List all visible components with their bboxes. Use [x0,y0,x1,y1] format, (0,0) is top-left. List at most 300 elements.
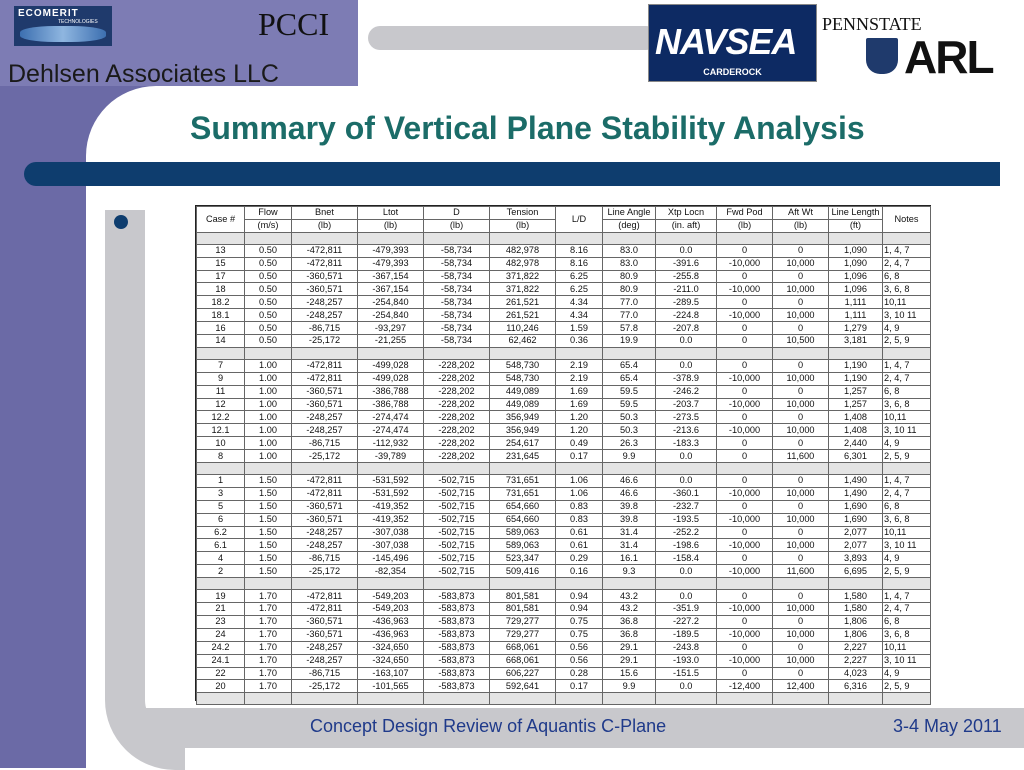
spacer-cell [358,578,424,590]
table-cell: 10,000 [773,283,829,296]
table-cell: 31.4 [603,526,656,539]
notes-cell: 3, 6, 8 [883,398,931,411]
table-cell: 1.70 [245,680,292,693]
table-cell: 0.0 [656,590,717,603]
table-cell: -307,038 [358,526,424,539]
table-cell: 1.06 [556,475,603,488]
spacer-cell [717,232,773,244]
table-cell: -360,571 [292,283,358,296]
table-cell: 654,660 [490,513,556,526]
table-row [197,654,931,667]
table-cell: 24 [197,628,245,641]
table-cell: 0 [773,552,829,565]
table-cell: 0.56 [556,641,603,654]
table-row [197,309,931,322]
table-cell: 36.8 [603,628,656,641]
table-cell: 9 [197,372,245,385]
table-cell: 8 [197,450,245,463]
spacer-cell [292,232,358,244]
spacer-cell [773,232,829,244]
table-cell: 14 [197,335,245,348]
table-cell: -502,715 [424,552,490,565]
table-cell: -10,000 [717,424,773,437]
spacer-cell [358,347,424,359]
table-cell: -151.5 [656,667,717,680]
spacer-cell [424,347,490,359]
page-title: Summary of Vertical Plane Stability Analysis [190,110,865,146]
spacer-cell [245,578,292,590]
table-cell: -386,788 [358,398,424,411]
column-unit: (m/s) [245,219,292,232]
spacer-cell [603,232,656,244]
notes-cell: 3, 10 11 [883,539,931,552]
table-cell: 0.61 [556,526,603,539]
table-cell: -436,963 [358,615,424,628]
spacer-cell [556,463,603,475]
table-cell: 16 [197,322,245,335]
table-cell: 31.4 [603,539,656,552]
table-cell: 0 [773,437,829,450]
table-cell: 10,000 [773,424,829,437]
table-cell: -227.2 [656,615,717,628]
table-cell: -274,474 [358,411,424,424]
table-cell: 0 [717,335,773,348]
spacer-row [197,347,931,359]
spacer-cell [424,232,490,244]
table-row [197,270,931,283]
table-cell: -248,257 [292,296,358,309]
table-cell: 1,111 [829,309,883,322]
spacer-cell [883,693,931,705]
table-cell: 0.50 [245,257,292,270]
table-row [197,628,931,641]
spacer-cell [717,463,773,475]
table-cell: -583,873 [424,654,490,667]
table-cell: 0.94 [556,590,603,603]
table-cell: 59.5 [603,385,656,398]
table-cell: 65.4 [603,372,656,385]
table-cell: 1.50 [245,565,292,578]
table-cell: 0 [773,641,829,654]
table-cell: 18 [197,283,245,296]
notes-cell: 2, 5, 9 [883,450,931,463]
spacer-cell [883,347,931,359]
notes-cell: 10,11 [883,641,931,654]
spacer-cell [358,693,424,705]
notes-cell: 1, 4, 7 [883,590,931,603]
spacer-cell [603,693,656,705]
spacer-cell [292,463,358,475]
table-cell: -10,000 [717,309,773,322]
table-cell: 0.16 [556,565,603,578]
table-cell: -502,715 [424,487,490,500]
table-cell: 0 [717,359,773,372]
table-cell: -324,650 [358,654,424,667]
table-cell: 1,279 [829,322,883,335]
table-cell: 0 [717,244,773,257]
table-cell: -10,000 [717,487,773,500]
table-cell: -360,571 [292,398,358,411]
table-cell: 1.00 [245,450,292,463]
table-cell: -360,571 [292,500,358,513]
table-row [197,411,931,424]
table-cell: 0.50 [245,296,292,309]
column-unit: (lb) [773,219,829,232]
table-row [197,424,931,437]
table-cell: -479,393 [358,257,424,270]
table-cell: 0 [717,385,773,398]
table-cell: 18.2 [197,296,245,309]
table-cell: -58,734 [424,335,490,348]
table-cell: 509,416 [490,565,556,578]
shield-icon [866,38,898,74]
table-cell: 1,190 [829,372,883,385]
table-row [197,322,931,335]
table-row [197,244,931,257]
spacer-cell [556,347,603,359]
table-cell: -360.1 [656,487,717,500]
table-cell: 83.0 [603,244,656,257]
table-cell: 4,023 [829,667,883,680]
table-cell: 1,408 [829,411,883,424]
column-unit: (lb) [717,219,773,232]
table-cell: 0 [773,590,829,603]
ecomerit-logo [14,6,112,46]
notes-cell: 1, 4, 7 [883,475,931,488]
table-cell: -58,734 [424,244,490,257]
table-row [197,641,931,654]
table-cell: 1.00 [245,437,292,450]
table-cell: -25,172 [292,335,358,348]
table-cell: -386,788 [358,385,424,398]
table-cell: 1.00 [245,385,292,398]
table-cell: 17 [197,270,245,283]
table-cell: 10,000 [773,487,829,500]
table-cell: -228,202 [424,385,490,398]
table-cell: 606,227 [490,667,556,680]
table-cell: -583,873 [424,590,490,603]
notes-cell: 4, 9 [883,552,931,565]
table-cell: 1,490 [829,475,883,488]
spacer-cell [829,578,883,590]
table-cell: -228,202 [424,372,490,385]
table-cell: -58,734 [424,257,490,270]
table-cell: 801,581 [490,603,556,616]
table-cell: -248,257 [292,309,358,322]
table-cell: -367,154 [358,283,424,296]
table-cell: -58,734 [424,270,490,283]
table-cell: 29.1 [603,641,656,654]
table-cell: 0.17 [556,680,603,693]
notes-cell: 3, 6, 8 [883,513,931,526]
column-header: Aft Wt [773,207,829,220]
table-cell: 1,096 [829,270,883,283]
table-cell: -583,873 [424,680,490,693]
spacer-cell [490,693,556,705]
table-cell: 26.3 [603,437,656,450]
table-cell: 4.34 [556,309,603,322]
column-header: Flow [245,207,292,220]
table-cell: -499,028 [358,359,424,372]
table-cell: 0 [717,615,773,628]
table-cell: 356,949 [490,411,556,424]
spacer-cell [656,347,717,359]
table-cell: -360,571 [292,385,358,398]
table-cell: -502,715 [424,565,490,578]
table-cell: 668,061 [490,641,556,654]
column-header: Case # [197,207,245,233]
table-cell: 2,227 [829,641,883,654]
table-cell: 0.0 [656,335,717,348]
spacer-cell [245,693,292,705]
table-cell: 0 [717,411,773,424]
table-cell: -145,496 [358,552,424,565]
table-row [197,603,931,616]
table-cell: 0 [717,296,773,309]
table-cell: -472,811 [292,590,358,603]
table-cell: 1,408 [829,424,883,437]
table-cell: 1,257 [829,398,883,411]
notes-cell: 6, 8 [883,615,931,628]
column-unit: (deg) [603,219,656,232]
spacer-cell [773,347,829,359]
table-cell: 9.9 [603,680,656,693]
notes-cell: 6, 8 [883,500,931,513]
table-cell: 15 [197,257,245,270]
table-cell: 1 [197,475,245,488]
table-cell: 6.25 [556,270,603,283]
table-cell: 1.70 [245,641,292,654]
table-cell: -502,715 [424,475,490,488]
table-cell: -211.0 [656,283,717,296]
table-cell: 1.70 [245,590,292,603]
spacer-cell [773,578,829,590]
table-row [197,335,931,348]
table-cell: 6.2 [197,526,245,539]
spacer-cell [656,693,717,705]
table-cell: -183.3 [656,437,717,450]
table-cell: 0 [773,270,829,283]
table-cell: -189.5 [656,628,717,641]
table-cell: -10,000 [717,372,773,385]
table-cell: -307,038 [358,539,424,552]
table-row [197,590,931,603]
table-cell: -232.7 [656,500,717,513]
table-cell: 1.50 [245,539,292,552]
notes-cell: 2, 4, 7 [883,257,931,270]
table-cell: 0 [773,385,829,398]
table-cell: 0 [717,552,773,565]
table-cell: -472,811 [292,487,358,500]
table-cell: -360,571 [292,628,358,641]
table-cell: 1,096 [829,283,883,296]
table-cell: 0.83 [556,500,603,513]
table-cell: 19.9 [603,335,656,348]
table-cell: 1.00 [245,359,292,372]
notes-cell: 10,11 [883,411,931,424]
navsea-logo [648,4,817,82]
table-cell: -10,000 [717,283,773,296]
table-cell: 4 [197,552,245,565]
table-cell: 1.06 [556,487,603,500]
table-cell: -58,734 [424,296,490,309]
table-cell: 24.2 [197,641,245,654]
table-cell: 0.0 [656,475,717,488]
table-cell: 15.6 [603,667,656,680]
table-cell: -10,000 [717,398,773,411]
table-cell: -472,811 [292,372,358,385]
table-cell: 1,090 [829,244,883,257]
table-cell: -531,592 [358,487,424,500]
table-cell: 43.2 [603,590,656,603]
table-row [197,385,931,398]
table-cell: 654,660 [490,500,556,513]
table-cell: 59.5 [603,398,656,411]
table-cell: 548,730 [490,359,556,372]
table-cell: 21 [197,603,245,616]
table-cell: -10,000 [717,603,773,616]
table-cell: 261,521 [490,309,556,322]
table-cell: 0 [773,475,829,488]
table-cell: -360,571 [292,270,358,283]
table-row [197,398,931,411]
spacer-cell [490,347,556,359]
notes-cell: 3, 6, 8 [883,628,931,641]
table-row [197,615,931,628]
table-cell: 1.00 [245,398,292,411]
table-cell: 0.28 [556,667,603,680]
notes-cell: 6, 8 [883,270,931,283]
notes-cell: 6, 8 [883,385,931,398]
spacer-row [197,232,931,244]
table-cell: -246.2 [656,385,717,398]
table-cell: 4.34 [556,296,603,309]
pennstate-logo: PENNSTATE [822,14,922,34]
table-cell: -583,873 [424,628,490,641]
table-cell: 1,090 [829,257,883,270]
table-cell: -93,297 [358,322,424,335]
table-cell: 46.6 [603,475,656,488]
spacer-cell [603,347,656,359]
column-unit: (lb) [424,219,490,232]
table-cell: -252.2 [656,526,717,539]
table-cell: 0 [717,322,773,335]
table-cell: -158.4 [656,552,717,565]
table-cell: 0.29 [556,552,603,565]
notes-cell: 2, 4, 7 [883,487,931,500]
table-cell: 57.8 [603,322,656,335]
spacer-cell [883,232,931,244]
table-cell: 1,190 [829,359,883,372]
table-cell: -419,352 [358,500,424,513]
column-unit: (in. aft) [656,219,717,232]
table-cell: 10 [197,437,245,450]
table-cell: 0.61 [556,539,603,552]
table-cell: -213.6 [656,424,717,437]
table-cell: 10,000 [773,372,829,385]
column-header: L/D [556,207,603,233]
table-cell: -193.0 [656,654,717,667]
spacer-cell [556,232,603,244]
column-header: Bnet [292,207,358,220]
table-cell: 0 [773,667,829,680]
table-row [197,450,931,463]
spacer-cell [424,578,490,590]
table-cell: 80.9 [603,283,656,296]
table-cell: 2,077 [829,526,883,539]
spacer-cell [358,463,424,475]
table-cell: 77.0 [603,309,656,322]
spacer-cell [424,693,490,705]
table-cell: 0.50 [245,335,292,348]
table-cell: 8.16 [556,244,603,257]
table-cell: -531,592 [358,475,424,488]
column-header: Xtp Locn [656,207,717,220]
table-cell: 1.20 [556,411,603,424]
table-cell: -10,000 [717,513,773,526]
table-cell: 523,347 [490,552,556,565]
table-cell: 0.50 [245,283,292,296]
spacer-cell [245,347,292,359]
table-cell: 10,000 [773,654,829,667]
table-cell: -10,000 [717,654,773,667]
table-cell: 1,580 [829,603,883,616]
spacer-cell [603,578,656,590]
column-unit: (ft) [829,219,883,232]
table-cell: 548,730 [490,372,556,385]
notes-cell: 2, 5, 9 [883,335,931,348]
spacer-cell [883,578,931,590]
table-cell: -112,932 [358,437,424,450]
table-cell: 0.83 [556,513,603,526]
notes-cell: 3, 6, 8 [883,283,931,296]
table-cell: 6,316 [829,680,883,693]
table-cell: -228,202 [424,398,490,411]
table-cell: -499,028 [358,372,424,385]
table-cell: 0.0 [656,450,717,463]
table-cell: 11,600 [773,450,829,463]
table-cell: -502,715 [424,500,490,513]
notes-cell: 4, 9 [883,667,931,680]
table-cell: -21,255 [358,335,424,348]
decorative-gray-arc [105,210,185,770]
table-cell: -248,257 [292,539,358,552]
column-header: D [424,207,490,220]
table-cell: -583,873 [424,615,490,628]
table-cell: -10,000 [717,628,773,641]
table-cell: 5 [197,500,245,513]
table-cell: -472,811 [292,475,358,488]
table-cell: 20 [197,680,245,693]
table-cell: -58,734 [424,283,490,296]
table-cell: 2.19 [556,372,603,385]
table-cell: -502,715 [424,513,490,526]
table-cell: 0 [773,615,829,628]
table-cell: -243.8 [656,641,717,654]
table-cell: 80.9 [603,270,656,283]
table-cell: 3 [197,487,245,500]
spacer-cell [773,693,829,705]
table-cell: -228,202 [424,437,490,450]
table-row [197,359,931,372]
table-cell: -378.9 [656,372,717,385]
table-cell: 0.36 [556,335,603,348]
table-cell: -198.6 [656,539,717,552]
table-cell: 0.0 [656,680,717,693]
table-cell: -274,474 [358,424,424,437]
table-row [197,513,931,526]
table-cell: -12,400 [717,680,773,693]
